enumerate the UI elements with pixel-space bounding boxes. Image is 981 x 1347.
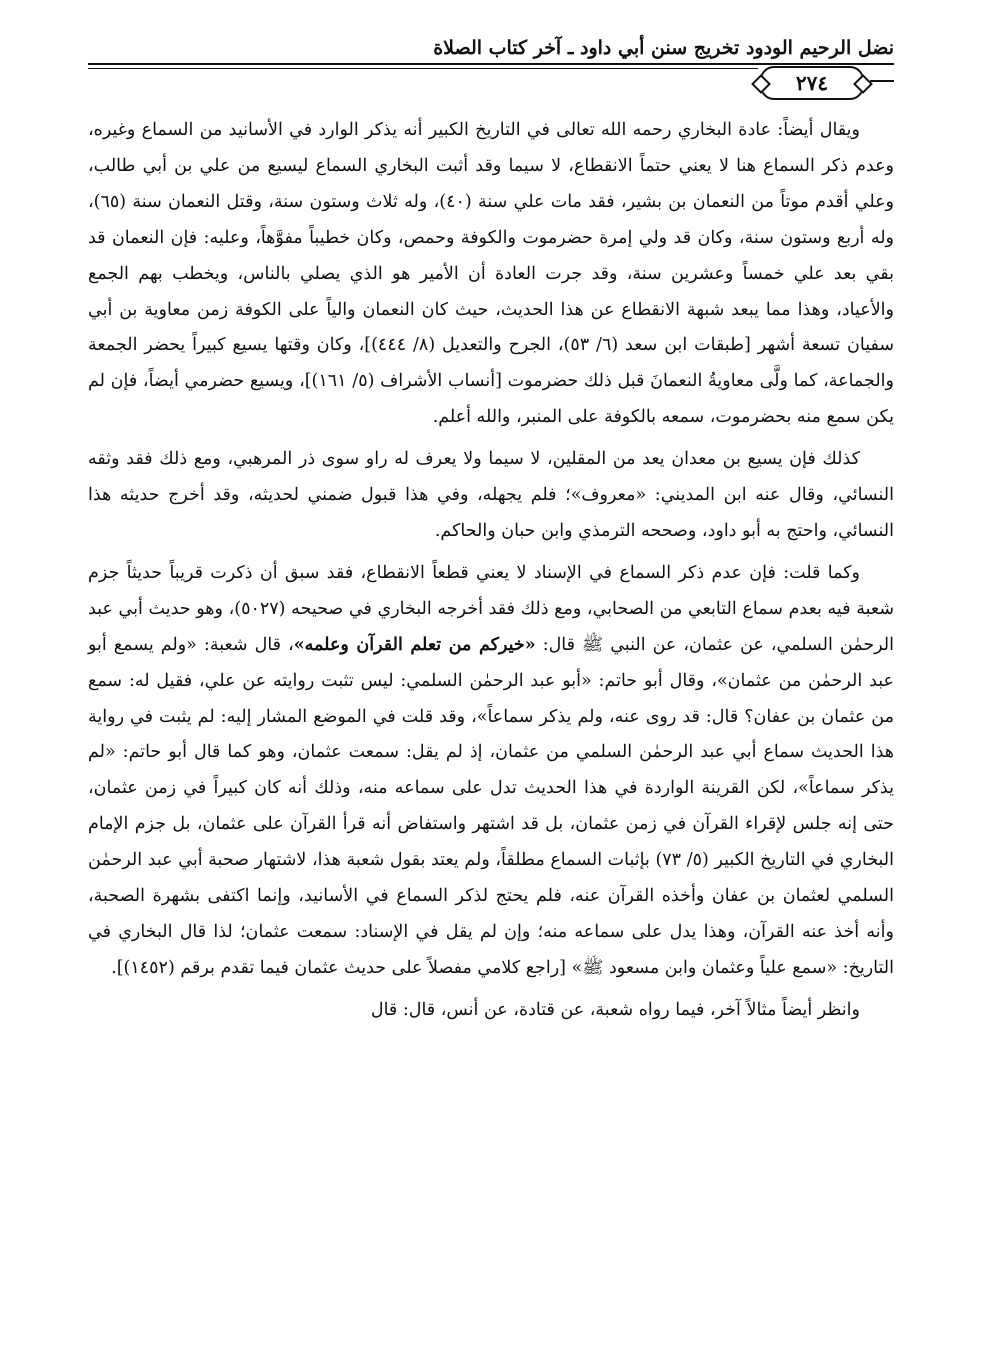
page-header	[88, 30, 894, 102]
hadith-quote: «خيركم من تعلم القرآن وعلمه»	[293, 634, 536, 655]
body-text	[88, 113, 894, 1029]
header-rule-right	[870, 80, 894, 82]
paragraph-4: وانظر أيضاً مثالاً آخر، فيما رواه شعبة، عن قتادة، عن أنس، قال: قال	[370, 999, 860, 1020]
paragraph-3-text-after: ، قال شعبة: «ولم يسمع أبو عبد الرحمٰن من عثمان»، وقال أبو حاتم: «أبو عبد الرحمٰن السلمي: ليس تثبت روايته عن علي، فقيل له: سمع من عثمان بن عفان؟ قال: قد روى عنه، ولم يذكر سماعاً»، وقد قلت في الموضع المشار إليه: لم يثبت في رواية هذا الحديث سماع أبي عبد الرحمٰن السلمي من عثمان، إذ لم يقل: سمعت عثمان، وهو كما قال أبو حاتم: «لم يذكر سماعاً»، لكن القرينة الواردة في هذا الحديث تدل على سماعه منه، وذلك أنه كان كبيراً في زمن عثمان، حتى إنه جلس لإقراء القرآن في زمن عثمان، بل قد اشتهر واستفاض أنه قرأ القرآن على عثمان، بل جزم الإمام البخاري في التاريخ الكبير (٥/ ٧٣) بإثبات السماع مطلقاً، ولم يعتد بقول شعبة هذا، لاشتهار صحبة أبي عبد الرحمٰن السلمي لعثمان بن عفان وأخذه القرآن عنه، فلم يحتج لذكر السماع في الأسانيد، وإنما اكتفى بشهرة الصحبة، وأنه أخذ عنه القرآن، وهذا يدل على سماعه منه؛ وإن لم يقل في الإسناد: سمعت عثمان؛ لذا قال البخاري في التاريخ: «سمع علياً وعثمان وابن مسعود ﷺ» [راجع كلامي مفصلاً على حديث عثمان فيما تقدم برقم (١٤٥٢)].	[88, 634, 894, 978]
paragraph-2: كذلك فإن يسيع بن معدان يعد من المقلين، لا سيما ولا يعرف له راو سوى ذر المرهبي، ومع ذلك فقد وثقه النسائي، وقال عنه ابن المديني: «معروف»؛ فلم يجهله، وفي هذا قبول ضمني لحديثه، وقد أخرج حديثه هذا النسائي، واحتج به أبو داود، وصححه الترمذي وابن حبان والحاكم.	[88, 449, 894, 541]
paragraph-3	[88, 556, 894, 987]
page-number: ٢٧٤	[760, 66, 864, 100]
paragraph-1: ويقال أيضاً: عادة البخاري رحمه الله تعالى في التاريخ الكبير أنه يذكر الوارد في الأسانيد من السماع وغيره، وعدم ذكر السماع هنا لا يعني حتماً الانقطاع، لا سيما وقد أثبت البخاري السماع ليسيع من علي بن أبي طالب، وعلي أقدم موتاً من النعمان بن بشير، فقد مات علي سنة (٤٠)، وله ثلاث وستون سنة، وقتل النعمان سنة (٦٥)، وله أربع وستون سنة، وكان قد ولي إمرة حضرموت والكوفة وحمص، وكان خطيباً مفوَّهاً، وعليه: فإن النعمان قد بقي بعد علي خمساً وعشرين سنة، وقد جرت العادة أن الأمير هو الذي يصلي بالناس، ويخطب بهم الجمع والأعياد، وهذا مما يبعد شبهة الانقطاع عن هذا الحديث، حيث كان النعمان والياً على الكوفة زمن معاوية بن أبي سفيان تسعة أشهر [طبقات ابن سعد (٦/ ٥٣)، الجرح والتعديل (٨/ ٤٤٤)]، وكان وقتها يسيع كبيراً يحضر الجمعة والجماعة، كما ولَّى معاويةُ النعمانَ قبل ذلك حضرموت [أنساب الأشراف (٥/ ١٦١)]، ويسيع حضرمي أيضاً، فإن لم يكن سمع منه بحضرموت، سمعه بالكوفة على المنبر، والله أعلم.	[88, 120, 895, 428]
header-rule	[88, 63, 894, 65]
header-rule-thin	[88, 68, 758, 69]
running-title: نضل الرحيم الودود تخريج سنن أبي داود ـ آخر كتاب الصلاة	[433, 37, 894, 59]
paragraph-3-text-before: وكما قلت: فإن عدم ذكر السماع في الإسناد لا يعني قطعاً الانقطاع، فقد سبق أن ذكرت قريباً حديثاً جزم شعبة فيه بعدم سماع التابعي من الصحابي، ومع ذلك فقد أخرجه البخاري في صحيحه (٥٠٢٧)، وهو حديث أبي عبد الرحمٰن السلمي، عن عثمان، عن النبي ﷺ قال:	[88, 562, 894, 655]
